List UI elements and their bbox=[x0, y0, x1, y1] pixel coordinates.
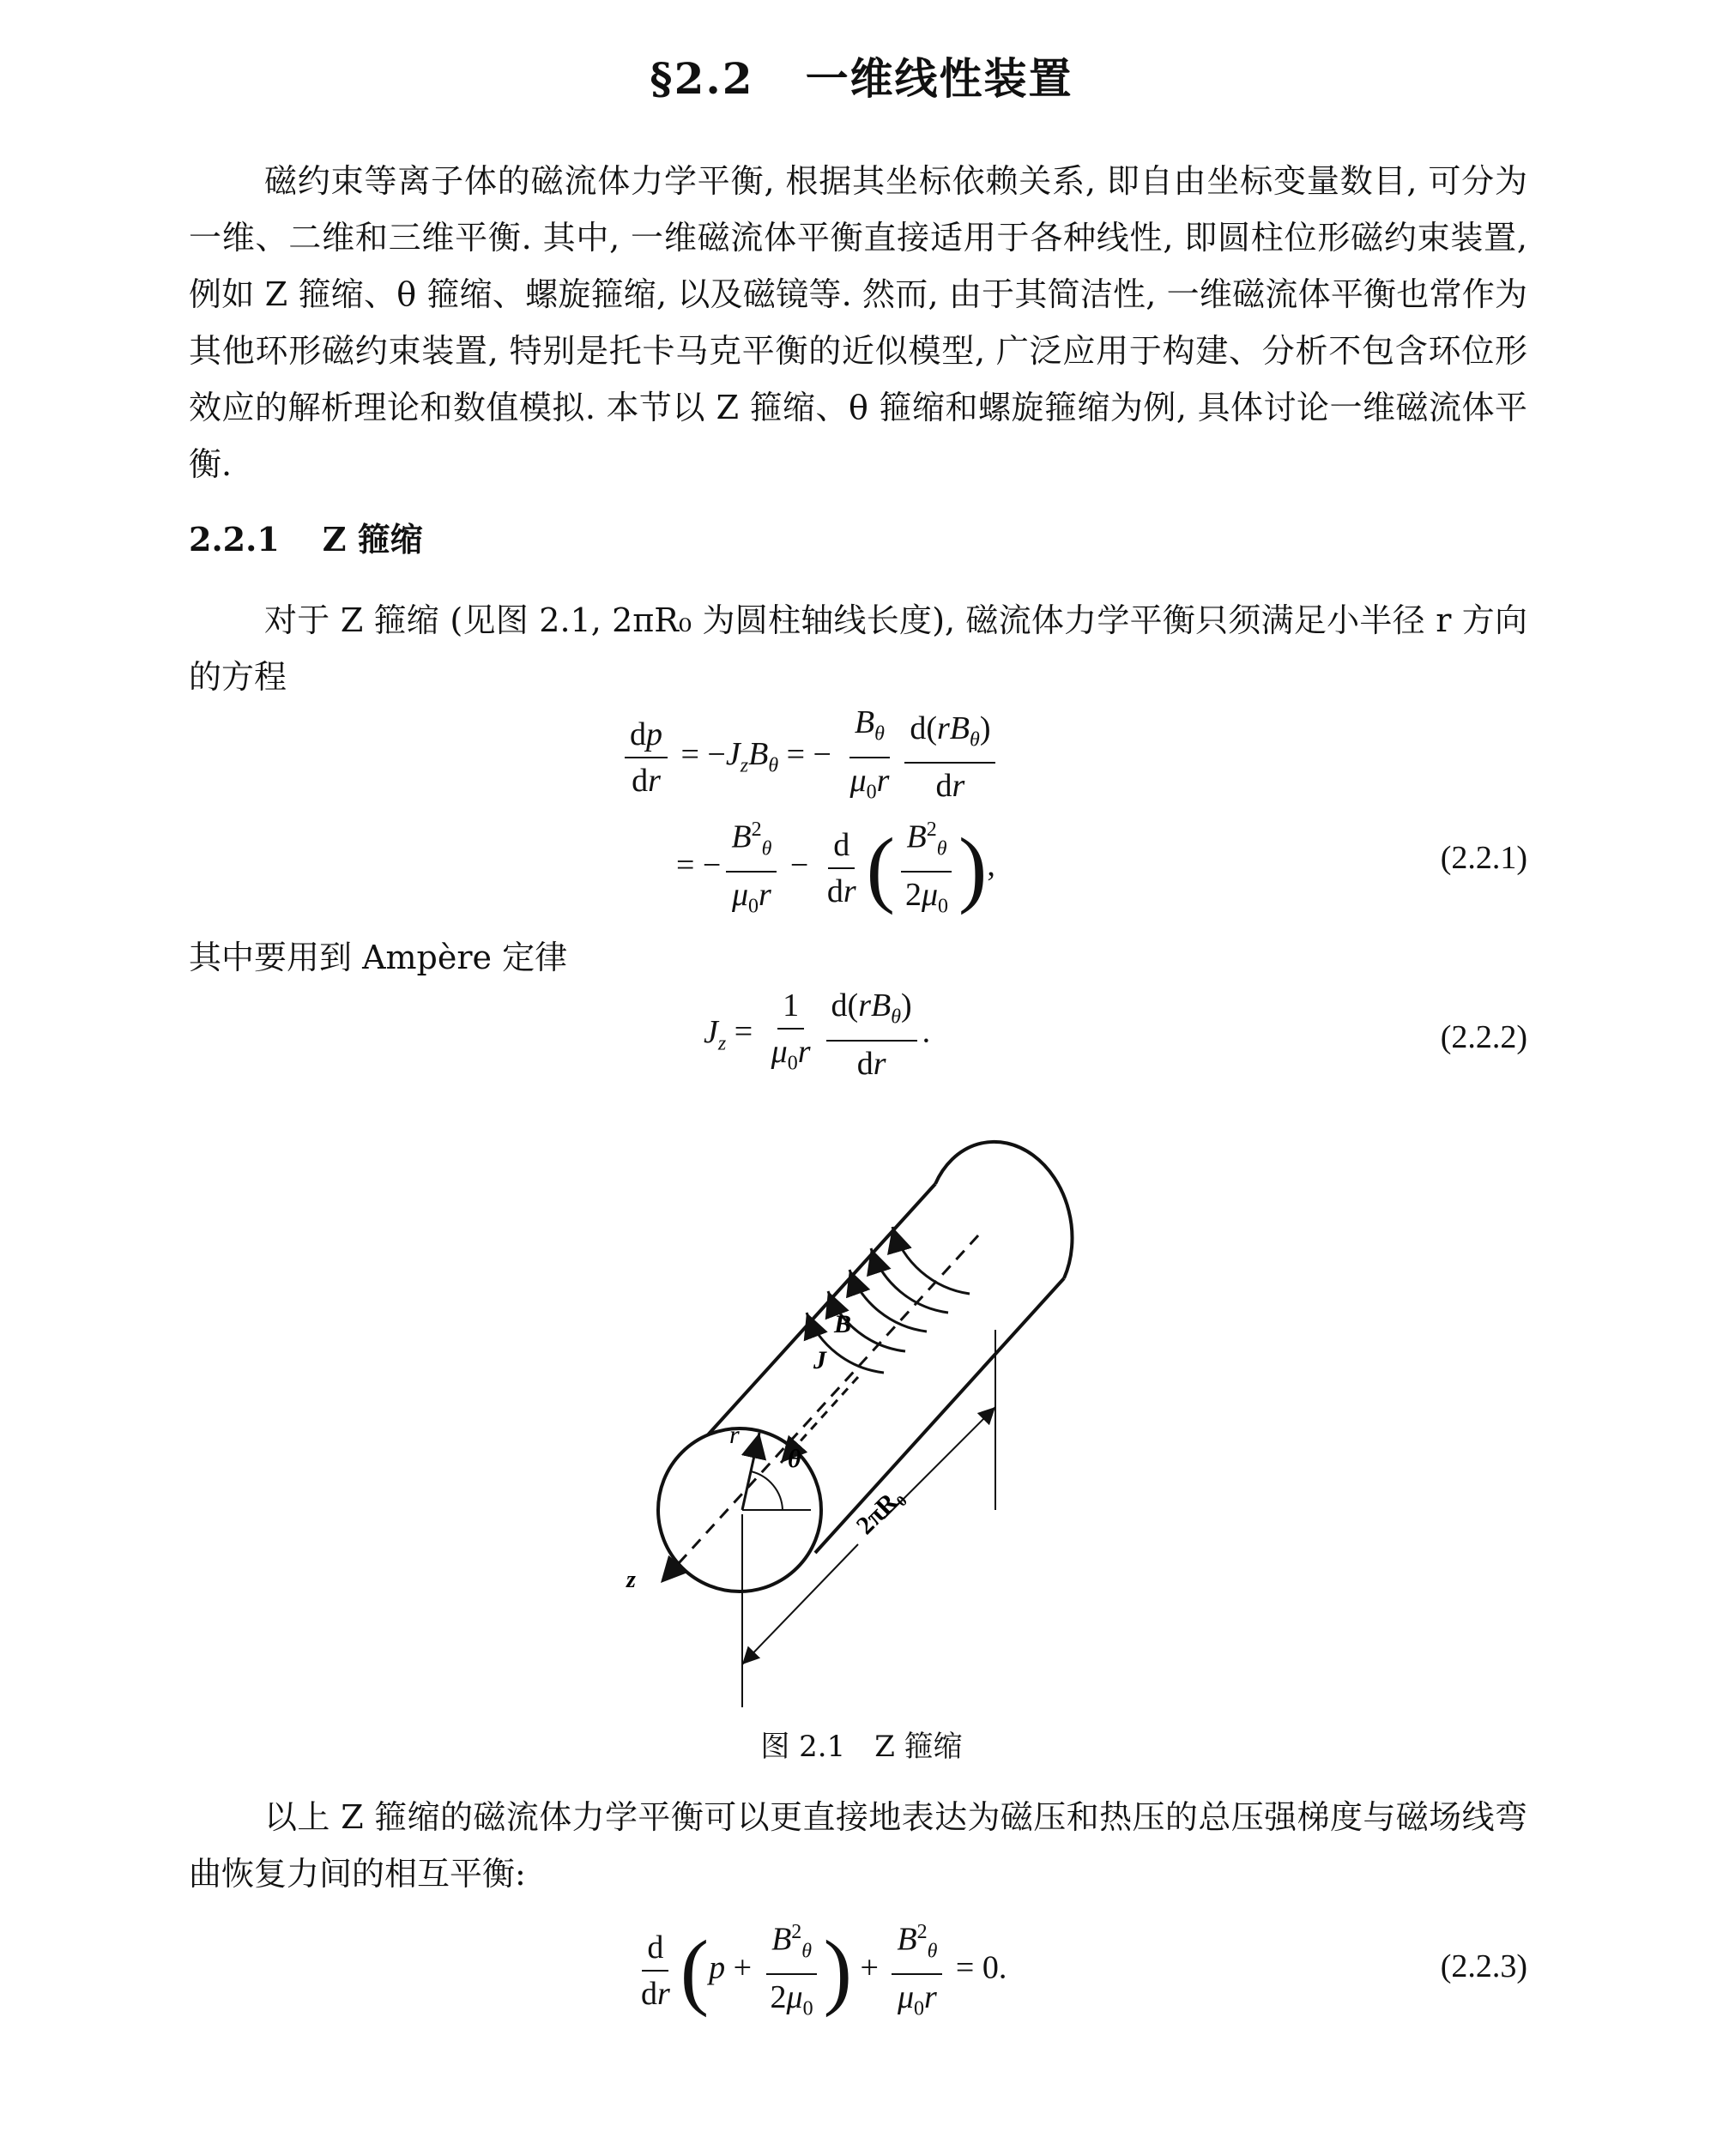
figure-caption: 图 2.1 Z 箍缩 bbox=[760, 1730, 963, 1764]
label-z: z bbox=[626, 1567, 636, 1593]
equation-number-2-2-1: (2.2.1) bbox=[1440, 840, 1527, 876]
subsection-number: 2.2.1 bbox=[189, 520, 280, 559]
equation-2-2-3: $\frac{d}{dr}$ (p + $\frac{B^2_\theta}{2\mu_0}$ ) + $\frac{B^2_\theta}{\mu_0r}$ = 0. bbox=[631, 1913, 1007, 2028]
equation-number-2-2-3: (2.2.3) bbox=[1440, 1948, 1527, 1984]
equation-number-2-2-2: (2.2.2) bbox=[1440, 1019, 1527, 1055]
figure-z-pinch bbox=[601, 1132, 1133, 1707]
paragraph-4: 以上 Z 箍缩的磁流体力学平衡可以更直接地表达为磁压和热压的总压强梯度与磁场线弯曲恢复力间的相互平衡: bbox=[189, 1798, 1527, 1893]
section-title bbox=[0, 45, 1723, 106]
label-B: B bbox=[834, 1310, 852, 1338]
label-J: J bbox=[813, 1346, 826, 1374]
cylinder-far-end bbox=[935, 1142, 1073, 1278]
equation-2-2-2: $J_z$ = $\frac{1}{\mu_0r}$ $\frac{d(rB_\theta)}{dr}$ . bbox=[704, 987, 931, 1082]
field-line-5 bbox=[892, 1227, 970, 1294]
section-title-text: 一维线性装置 bbox=[805, 53, 1073, 104]
cylinder-bottom-edge bbox=[815, 1278, 1064, 1553]
subsection-title-text: Z 箍缩 bbox=[322, 520, 423, 559]
label-theta: θ bbox=[788, 1445, 801, 1473]
equation-2-2-1-line1: $\frac{dp}{dr}$ = $-J_zB_\theta$ = − $\frac{B_\theta}{\mu_0r}$ $\frac{d(rB_\theta)}{dr}$ bbox=[620, 704, 1001, 811]
section-number: §2.2 bbox=[650, 53, 754, 104]
paragraph-3: 其中要用到 Ampère 定律 bbox=[189, 939, 568, 976]
label-length: 2πR₀ bbox=[850, 1482, 909, 1540]
paragraph-2: 对于 Z 箍缩 (见图 2.1, 2πR₀ 为圆柱轴线长度), 磁流体力学平衡只须满足小半径 r 方向的方程 bbox=[189, 601, 1527, 696]
equation-2-2-1-line2: = − $\frac{B^2_\theta}{\mu_0r}$ − $\frac{d}{dr}$ ( $\frac{B^2_\theta}{2\mu_0}$ ), bbox=[676, 811, 995, 926]
subsection-title bbox=[189, 513, 423, 560]
label-r: r bbox=[729, 1421, 740, 1449]
intro-paragraph: 磁约束等离子体的磁流体力学平衡, 根据其坐标依赖关系, 即自由坐标变量数目, 可分为一维、二维和三维平衡. 其中, 一维磁流体平衡直接适用于各种线性, 即圆柱位形磁约束装置, 例如 Z 箍缩、θ 箍缩、螺旋箍缩, 以及磁镜等. 然而, 由于其简洁性, 一维磁流体平衡也常作为其他环形磁约束装置, 特别是托卡马克平衡的近似模型, 广泛应用于构建、分析不包含环位形效应的解析理论和数值模拟. 本节以 Z 箍缩、θ 箍缩和螺旋箍缩为例, 具体讨论一维磁流体平衡. bbox=[189, 162, 1527, 483]
